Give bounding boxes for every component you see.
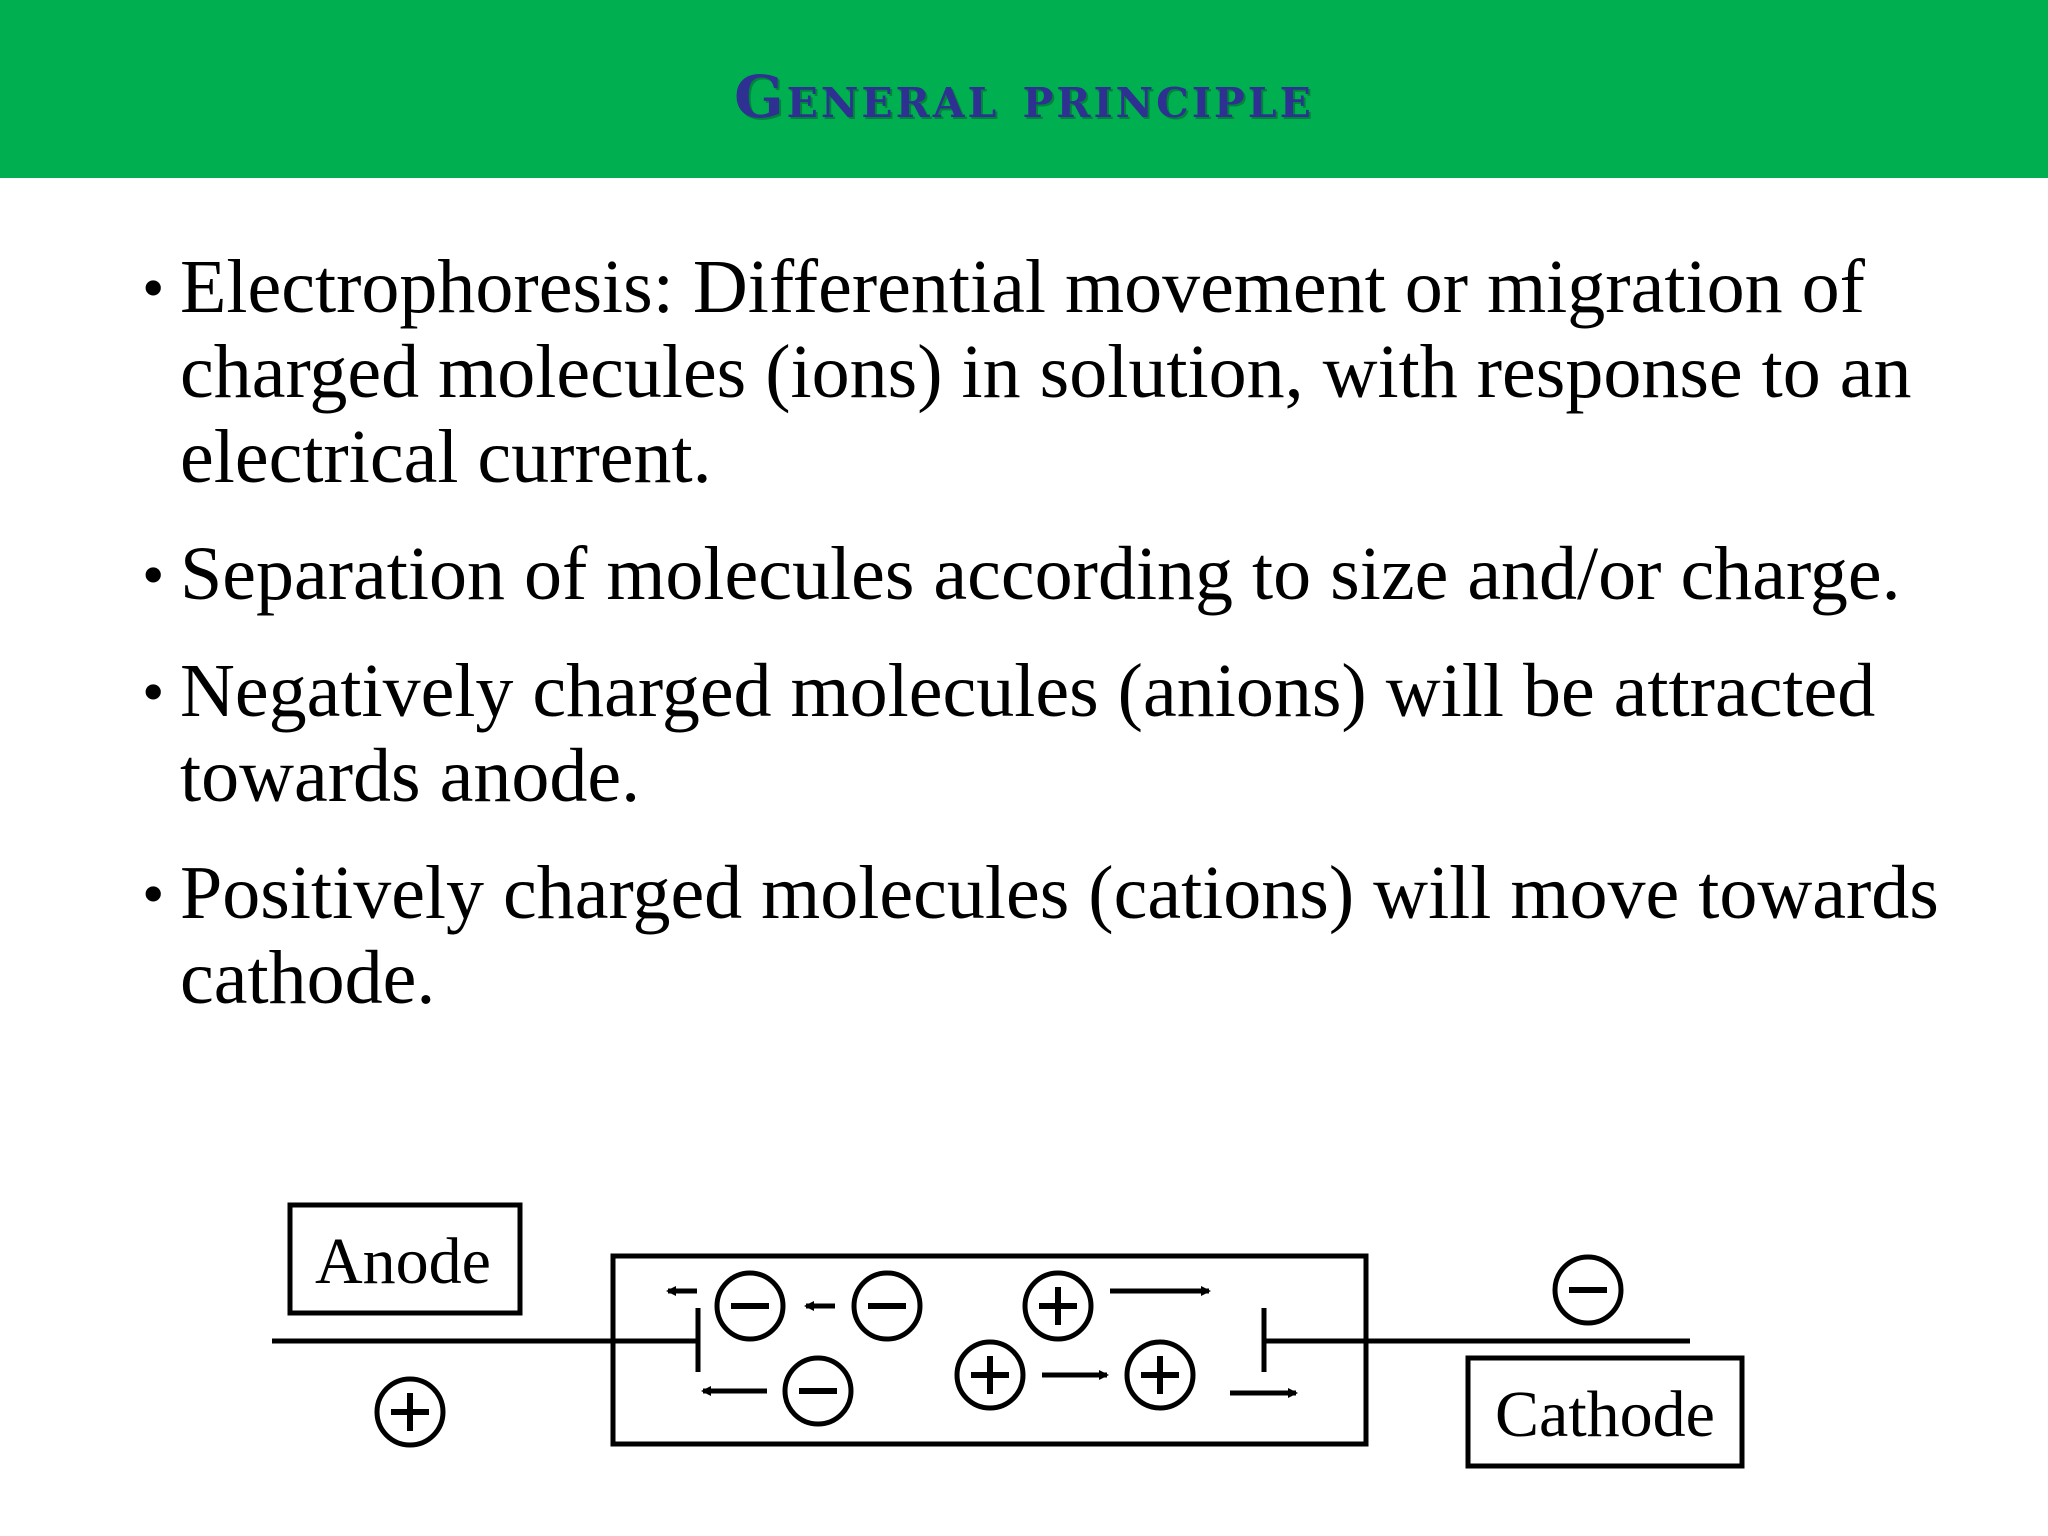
anode-label: Anode (315, 1225, 491, 1298)
bullet-item (142, 851, 2012, 1021)
slide-title: General principle (734, 63, 1314, 131)
bullet-item (142, 532, 2012, 617)
cation-1 (1025, 1273, 1091, 1339)
bullet-dot: • (142, 539, 165, 610)
bullet-text: Positively charged molecules (cations) will move towards cathode. (180, 851, 1939, 1020)
cathode-polarity (1555, 1257, 1621, 1323)
cation-3 (1127, 1342, 1193, 1408)
bullet-text: Separation of molecules according to size and/or charge. (180, 532, 1901, 616)
bullet-dot: • (142, 656, 165, 727)
anion-1 (717, 1273, 783, 1339)
electrophoresis-diagram (0, 1180, 2048, 1480)
cation-2 (957, 1342, 1023, 1408)
cathode-label: Cathode (1495, 1378, 1715, 1451)
bullet-dot: • (142, 858, 165, 929)
anion-3 (785, 1358, 851, 1424)
anode-polarity (377, 1379, 443, 1445)
bullet-text: Negatively charged molecules (anions) will be attracted towards anode. (180, 649, 1876, 818)
bullet-text: Electrophoresis: Differential movement or migration of charged molecules (ions) in solution, with response to an electrical current. (180, 245, 1912, 499)
bullet-item (142, 245, 2012, 500)
bullet-item (142, 649, 2012, 819)
anion-2 (854, 1273, 920, 1339)
bullet-list (142, 245, 2012, 1053)
bullet-dot: • (142, 252, 165, 323)
